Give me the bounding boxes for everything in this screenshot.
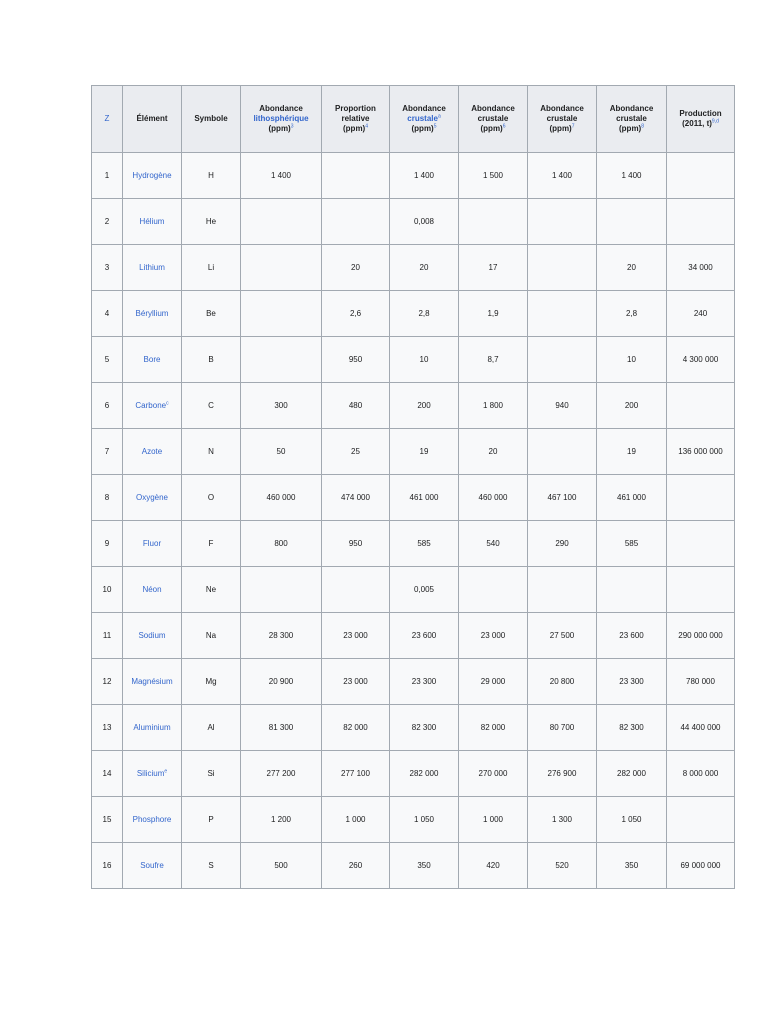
cell-symbol: F	[182, 521, 241, 567]
cell-production: 8 000 000	[667, 751, 735, 797]
cell-crustal-abundance-3	[528, 245, 597, 291]
cell-relative-proportion: 1 000	[322, 797, 390, 843]
cell-z: 2	[92, 199, 123, 245]
cell-symbol: H	[182, 153, 241, 199]
element-link[interactable]: Sodium	[138, 630, 166, 640]
cell-production: 290 000 000	[667, 613, 735, 659]
cell-crustal-abundance-4	[597, 199, 667, 245]
reference-link[interactable]: 7	[571, 123, 575, 130]
cell-lithospheric-abundance: 460 000	[241, 475, 322, 521]
element-link[interactable]: Néon	[142, 584, 162, 594]
cell-relative-proportion: 950	[322, 521, 390, 567]
cell-relative-proportion: 82 000	[322, 705, 390, 751]
header-text: crustale	[616, 114, 647, 123]
cell-production: 34 000	[667, 245, 735, 291]
header-text: Production	[679, 109, 722, 118]
cell-production	[667, 475, 735, 521]
cell-element	[123, 337, 182, 383]
cell-element	[123, 751, 182, 797]
element-link[interactable]: Lithium	[139, 262, 165, 272]
cell-lithospheric-abundance: 50	[241, 429, 322, 475]
reference-link[interactable]: 5	[433, 123, 437, 130]
cell-relative-proportion: 25	[322, 429, 390, 475]
cell-crustal-abundance-2: 1,9	[459, 291, 528, 337]
cell-element	[123, 521, 182, 567]
cell-crustal-abundance-1: 10	[390, 337, 459, 383]
cell-symbol: Si	[182, 751, 241, 797]
cell-crustal-abundance-3: 80 700	[528, 705, 597, 751]
table-row	[92, 797, 735, 843]
cell-symbol: P	[182, 797, 241, 843]
header-crustal-abundance-1[interactable]	[390, 86, 459, 153]
header-crustal-link[interactable]: crustale	[407, 114, 438, 123]
cell-relative-proportion: 23 000	[322, 613, 390, 659]
cell-z: 6	[92, 383, 123, 429]
header-crustal-abundance-4[interactable]	[597, 86, 667, 153]
cell-crustal-abundance-1: 282 000	[390, 751, 459, 797]
cell-z: 16	[92, 843, 123, 889]
element-link[interactable]: Béryllium	[135, 308, 169, 318]
cell-crustal-abundance-2: 270 000	[459, 751, 528, 797]
cell-crustal-abundance-1: 82 300	[390, 705, 459, 751]
table-row	[92, 613, 735, 659]
cell-crustal-abundance-3: 276 900	[528, 751, 597, 797]
header-element[interactable]: Élément	[123, 86, 182, 153]
cell-lithospheric-abundance	[241, 199, 322, 245]
header-text: Abondance	[471, 104, 515, 113]
element-link[interactable]: Oxygène	[135, 492, 169, 502]
cell-crustal-abundance-1: 1 050	[390, 797, 459, 843]
cell-crustal-abundance-2: 20	[459, 429, 528, 475]
cell-crustal-abundance-2: 17	[459, 245, 528, 291]
cell-crustal-abundance-2: 460 000	[459, 475, 528, 521]
cell-element	[123, 429, 182, 475]
cell-element	[123, 291, 182, 337]
cell-production: 136 000 000	[667, 429, 735, 475]
cell-production: 69 000 000	[667, 843, 735, 889]
header-symbol[interactable]: Symbole	[182, 86, 241, 153]
cell-production: 4 300 000	[667, 337, 735, 383]
header-unit: (ppm)	[411, 124, 434, 133]
table-row	[92, 199, 735, 245]
cell-element	[123, 567, 182, 613]
cell-symbol: Na	[182, 613, 241, 659]
header-production[interactable]	[667, 86, 735, 153]
reference-link[interactable]: 3	[290, 123, 294, 130]
cell-crustal-abundance-1: 350	[390, 843, 459, 889]
cell-crustal-abundance-2: 420	[459, 843, 528, 889]
header-text: Abondance	[402, 104, 446, 113]
cell-lithospheric-abundance	[241, 291, 322, 337]
cell-crustal-abundance-1: 23 300	[390, 659, 459, 705]
cell-symbol: Li	[182, 245, 241, 291]
cell-symbol: S	[182, 843, 241, 889]
cell-element	[123, 705, 182, 751]
cell-production: 780 000	[667, 659, 735, 705]
cell-z: 4	[92, 291, 123, 337]
cell-production	[667, 797, 735, 843]
cell-crustal-abundance-4	[597, 567, 667, 613]
header-text: (2011, t)	[682, 119, 712, 128]
cell-z: 3	[92, 245, 123, 291]
cell-production: 44 400 000	[667, 705, 735, 751]
table-row	[92, 751, 735, 797]
header-unit: (ppm)	[619, 124, 642, 133]
cell-crustal-abundance-4: 2,8	[597, 291, 667, 337]
element-link[interactable]: Phosphore	[132, 814, 172, 824]
cell-z: 10	[92, 567, 123, 613]
header-unit: (ppm)	[549, 124, 572, 133]
reference-link[interactable]: 4	[365, 123, 368, 130]
cell-crustal-abundance-3	[528, 429, 597, 475]
header-z[interactable]	[92, 86, 123, 153]
reference-link[interactable]: 8	[641, 123, 644, 130]
cell-crustal-abundance-4: 82 300	[597, 705, 667, 751]
element-link[interactable]: Aluminium	[133, 722, 171, 732]
cell-crustal-abundance-4: 23 300	[597, 659, 667, 705]
table-row	[92, 475, 735, 521]
cell-relative-proportion	[322, 199, 390, 245]
cell-crustal-abundance-1: 461 000	[390, 475, 459, 521]
cell-lithospheric-abundance: 1 200	[241, 797, 322, 843]
cell-symbol: Mg	[182, 659, 241, 705]
cell-crustal-abundance-4: 23 600	[597, 613, 667, 659]
cell-relative-proportion	[322, 567, 390, 613]
header-lithospheric-link[interactable]: lithosphérique	[253, 114, 309, 123]
header-row	[92, 86, 735, 153]
table-body	[92, 153, 735, 889]
cell-crustal-abundance-4: 585	[597, 521, 667, 567]
table-row	[92, 153, 735, 199]
cell-symbol: Be	[182, 291, 241, 337]
header-crustal-abundance-2[interactable]	[459, 86, 528, 153]
cell-crustal-abundance-3: 1 300	[528, 797, 597, 843]
cell-z: 9	[92, 521, 123, 567]
table-row	[92, 337, 735, 383]
cell-crustal-abundance-4: 200	[597, 383, 667, 429]
cell-production	[667, 153, 735, 199]
table-row	[92, 705, 735, 751]
cell-crustal-abundance-3	[528, 291, 597, 337]
cell-z: 1	[92, 153, 123, 199]
cell-relative-proportion: 474 000	[322, 475, 390, 521]
element-link[interactable]: Fluor	[142, 538, 162, 548]
cell-element	[123, 383, 182, 429]
cell-lithospheric-abundance: 277 200	[241, 751, 322, 797]
cell-element	[123, 475, 182, 521]
element-link[interactable]: Silicium	[136, 768, 165, 778]
cell-production	[667, 521, 735, 567]
cell-crustal-abundance-2: 1 500	[459, 153, 528, 199]
cell-z: 14	[92, 751, 123, 797]
cell-lithospheric-abundance	[241, 567, 322, 613]
cell-relative-proportion: 260	[322, 843, 390, 889]
table-row	[92, 567, 735, 613]
element-link[interactable]: Soufre	[140, 860, 164, 870]
header-text: Abondance	[259, 104, 303, 113]
table-row	[92, 429, 735, 475]
table-row	[92, 521, 735, 567]
cell-crustal-abundance-2	[459, 199, 528, 245]
cell-symbol: B	[182, 337, 241, 383]
cell-crustal-abundance-3: 290	[528, 521, 597, 567]
cell-crustal-abundance-4: 19	[597, 429, 667, 475]
cell-relative-proportion	[322, 153, 390, 199]
cell-crustal-abundance-3	[528, 337, 597, 383]
cell-symbol: C	[182, 383, 241, 429]
cell-crustal-abundance-4: 1 400	[597, 153, 667, 199]
cell-crustal-abundance-1: 20	[390, 245, 459, 291]
cell-lithospheric-abundance	[241, 337, 322, 383]
cell-crustal-abundance-2: 23 000	[459, 613, 528, 659]
cell-crustal-abundance-2: 29 000	[459, 659, 528, 705]
cell-z: 7	[92, 429, 123, 475]
element-link[interactable]: Hélium	[139, 216, 165, 226]
header-unit: (ppm)	[268, 124, 291, 133]
cell-crustal-abundance-4: 350	[597, 843, 667, 889]
element-link[interactable]: Magnésium	[131, 676, 173, 686]
table-row	[92, 245, 735, 291]
cell-element	[123, 659, 182, 705]
element-link[interactable]: Bore	[143, 354, 161, 364]
cell-z: 13	[92, 705, 123, 751]
cell-lithospheric-abundance	[241, 245, 322, 291]
header-lithospheric-abundance[interactable]	[241, 86, 322, 153]
table-row	[92, 659, 735, 705]
cell-crustal-abundance-3: 940	[528, 383, 597, 429]
header-unit: (ppm)	[343, 124, 366, 133]
note-link[interactable]: a	[437, 113, 441, 120]
header-relative-proportion[interactable]	[322, 86, 390, 153]
cell-symbol: He	[182, 199, 241, 245]
header-unit: (ppm)	[480, 124, 503, 133]
cell-z: 8	[92, 475, 123, 521]
cell-crustal-abundance-1: 585	[390, 521, 459, 567]
cell-relative-proportion: 277 100	[322, 751, 390, 797]
cell-element	[123, 613, 182, 659]
cell-z: 15	[92, 797, 123, 843]
note-link[interactable]: e	[164, 767, 168, 774]
cell-crustal-abundance-4: 10	[597, 337, 667, 383]
cell-lithospheric-abundance: 81 300	[241, 705, 322, 751]
header-text: Proportion	[335, 104, 376, 113]
cell-crustal-abundance-1: 19	[390, 429, 459, 475]
cell-crustal-abundance-3: 520	[528, 843, 597, 889]
cell-crustal-abundance-3: 20 800	[528, 659, 597, 705]
cell-crustal-abundance-1: 0,005	[390, 567, 459, 613]
header-text: relative	[341, 114, 370, 123]
note-link[interactable]: c	[166, 399, 169, 406]
table-row	[92, 291, 735, 337]
element-link[interactable]: Carbone	[135, 400, 167, 410]
table-row	[92, 843, 735, 889]
cell-crustal-abundance-1: 23 600	[390, 613, 459, 659]
cell-crustal-abundance-3: 27 500	[528, 613, 597, 659]
cell-crustal-abundance-2: 540	[459, 521, 528, 567]
cell-production: 240	[667, 291, 735, 337]
reference-link[interactable]: 6	[502, 123, 506, 130]
cell-symbol: O	[182, 475, 241, 521]
header-text: crustale	[477, 114, 509, 123]
cell-lithospheric-abundance: 300	[241, 383, 322, 429]
cell-element	[123, 797, 182, 843]
cell-relative-proportion: 480	[322, 383, 390, 429]
cell-production	[667, 567, 735, 613]
cell-crustal-abundance-1: 0,008	[390, 199, 459, 245]
cell-z: 5	[92, 337, 123, 383]
cell-crustal-abundance-2: 8,7	[459, 337, 528, 383]
cell-element	[123, 843, 182, 889]
cell-relative-proportion: 20	[322, 245, 390, 291]
cell-crustal-abundance-2	[459, 567, 528, 613]
header-text: Abondance	[540, 104, 584, 113]
header-text: Abondance	[609, 104, 654, 113]
cell-crustal-abundance-4: 1 050	[597, 797, 667, 843]
cell-symbol: Ne	[182, 567, 241, 613]
cell-symbol: Al	[182, 705, 241, 751]
cell-z: 11	[92, 613, 123, 659]
cell-relative-proportion: 950	[322, 337, 390, 383]
cell-production	[667, 383, 735, 429]
table-row	[92, 383, 735, 429]
cell-lithospheric-abundance: 28 300	[241, 613, 322, 659]
cell-crustal-abundance-3: 467 100	[528, 475, 597, 521]
cell-crustal-abundance-3	[528, 199, 597, 245]
cell-production	[667, 199, 735, 245]
cell-lithospheric-abundance: 800	[241, 521, 322, 567]
cell-crustal-abundance-1: 200	[390, 383, 459, 429]
cell-crustal-abundance-2: 1 000	[459, 797, 528, 843]
cell-crustal-abundance-2: 1 800	[459, 383, 528, 429]
cell-crustal-abundance-3	[528, 567, 597, 613]
cell-z: 12	[92, 659, 123, 705]
cell-crustal-abundance-4: 461 000	[597, 475, 667, 521]
element-link[interactable]: Azote	[141, 446, 163, 456]
cell-crustal-abundance-1: 2,8	[390, 291, 459, 337]
cell-lithospheric-abundance: 20 900	[241, 659, 322, 705]
cell-lithospheric-abundance: 1 400	[241, 153, 322, 199]
cell-relative-proportion: 23 000	[322, 659, 390, 705]
cell-symbol: N	[182, 429, 241, 475]
reference-link[interactable]: 9,d	[711, 118, 719, 125]
cell-lithospheric-abundance: 500	[241, 843, 322, 889]
cell-element	[123, 245, 182, 291]
cell-crustal-abundance-4: 282 000	[597, 751, 667, 797]
cell-element	[123, 153, 182, 199]
header-text: crustale	[546, 114, 578, 123]
cell-relative-proportion: 2,6	[322, 291, 390, 337]
element-abundance-table	[91, 85, 735, 889]
cell-element	[123, 199, 182, 245]
header-crustal-abundance-3[interactable]	[528, 86, 597, 153]
cell-crustal-abundance-1: 1 400	[390, 153, 459, 199]
cell-crustal-abundance-2: 82 000	[459, 705, 528, 751]
element-link[interactable]: Hydrogène	[132, 170, 172, 180]
header-z-link[interactable]: Z	[104, 114, 110, 123]
cell-crustal-abundance-3: 1 400	[528, 153, 597, 199]
cell-crustal-abundance-4: 20	[597, 245, 667, 291]
